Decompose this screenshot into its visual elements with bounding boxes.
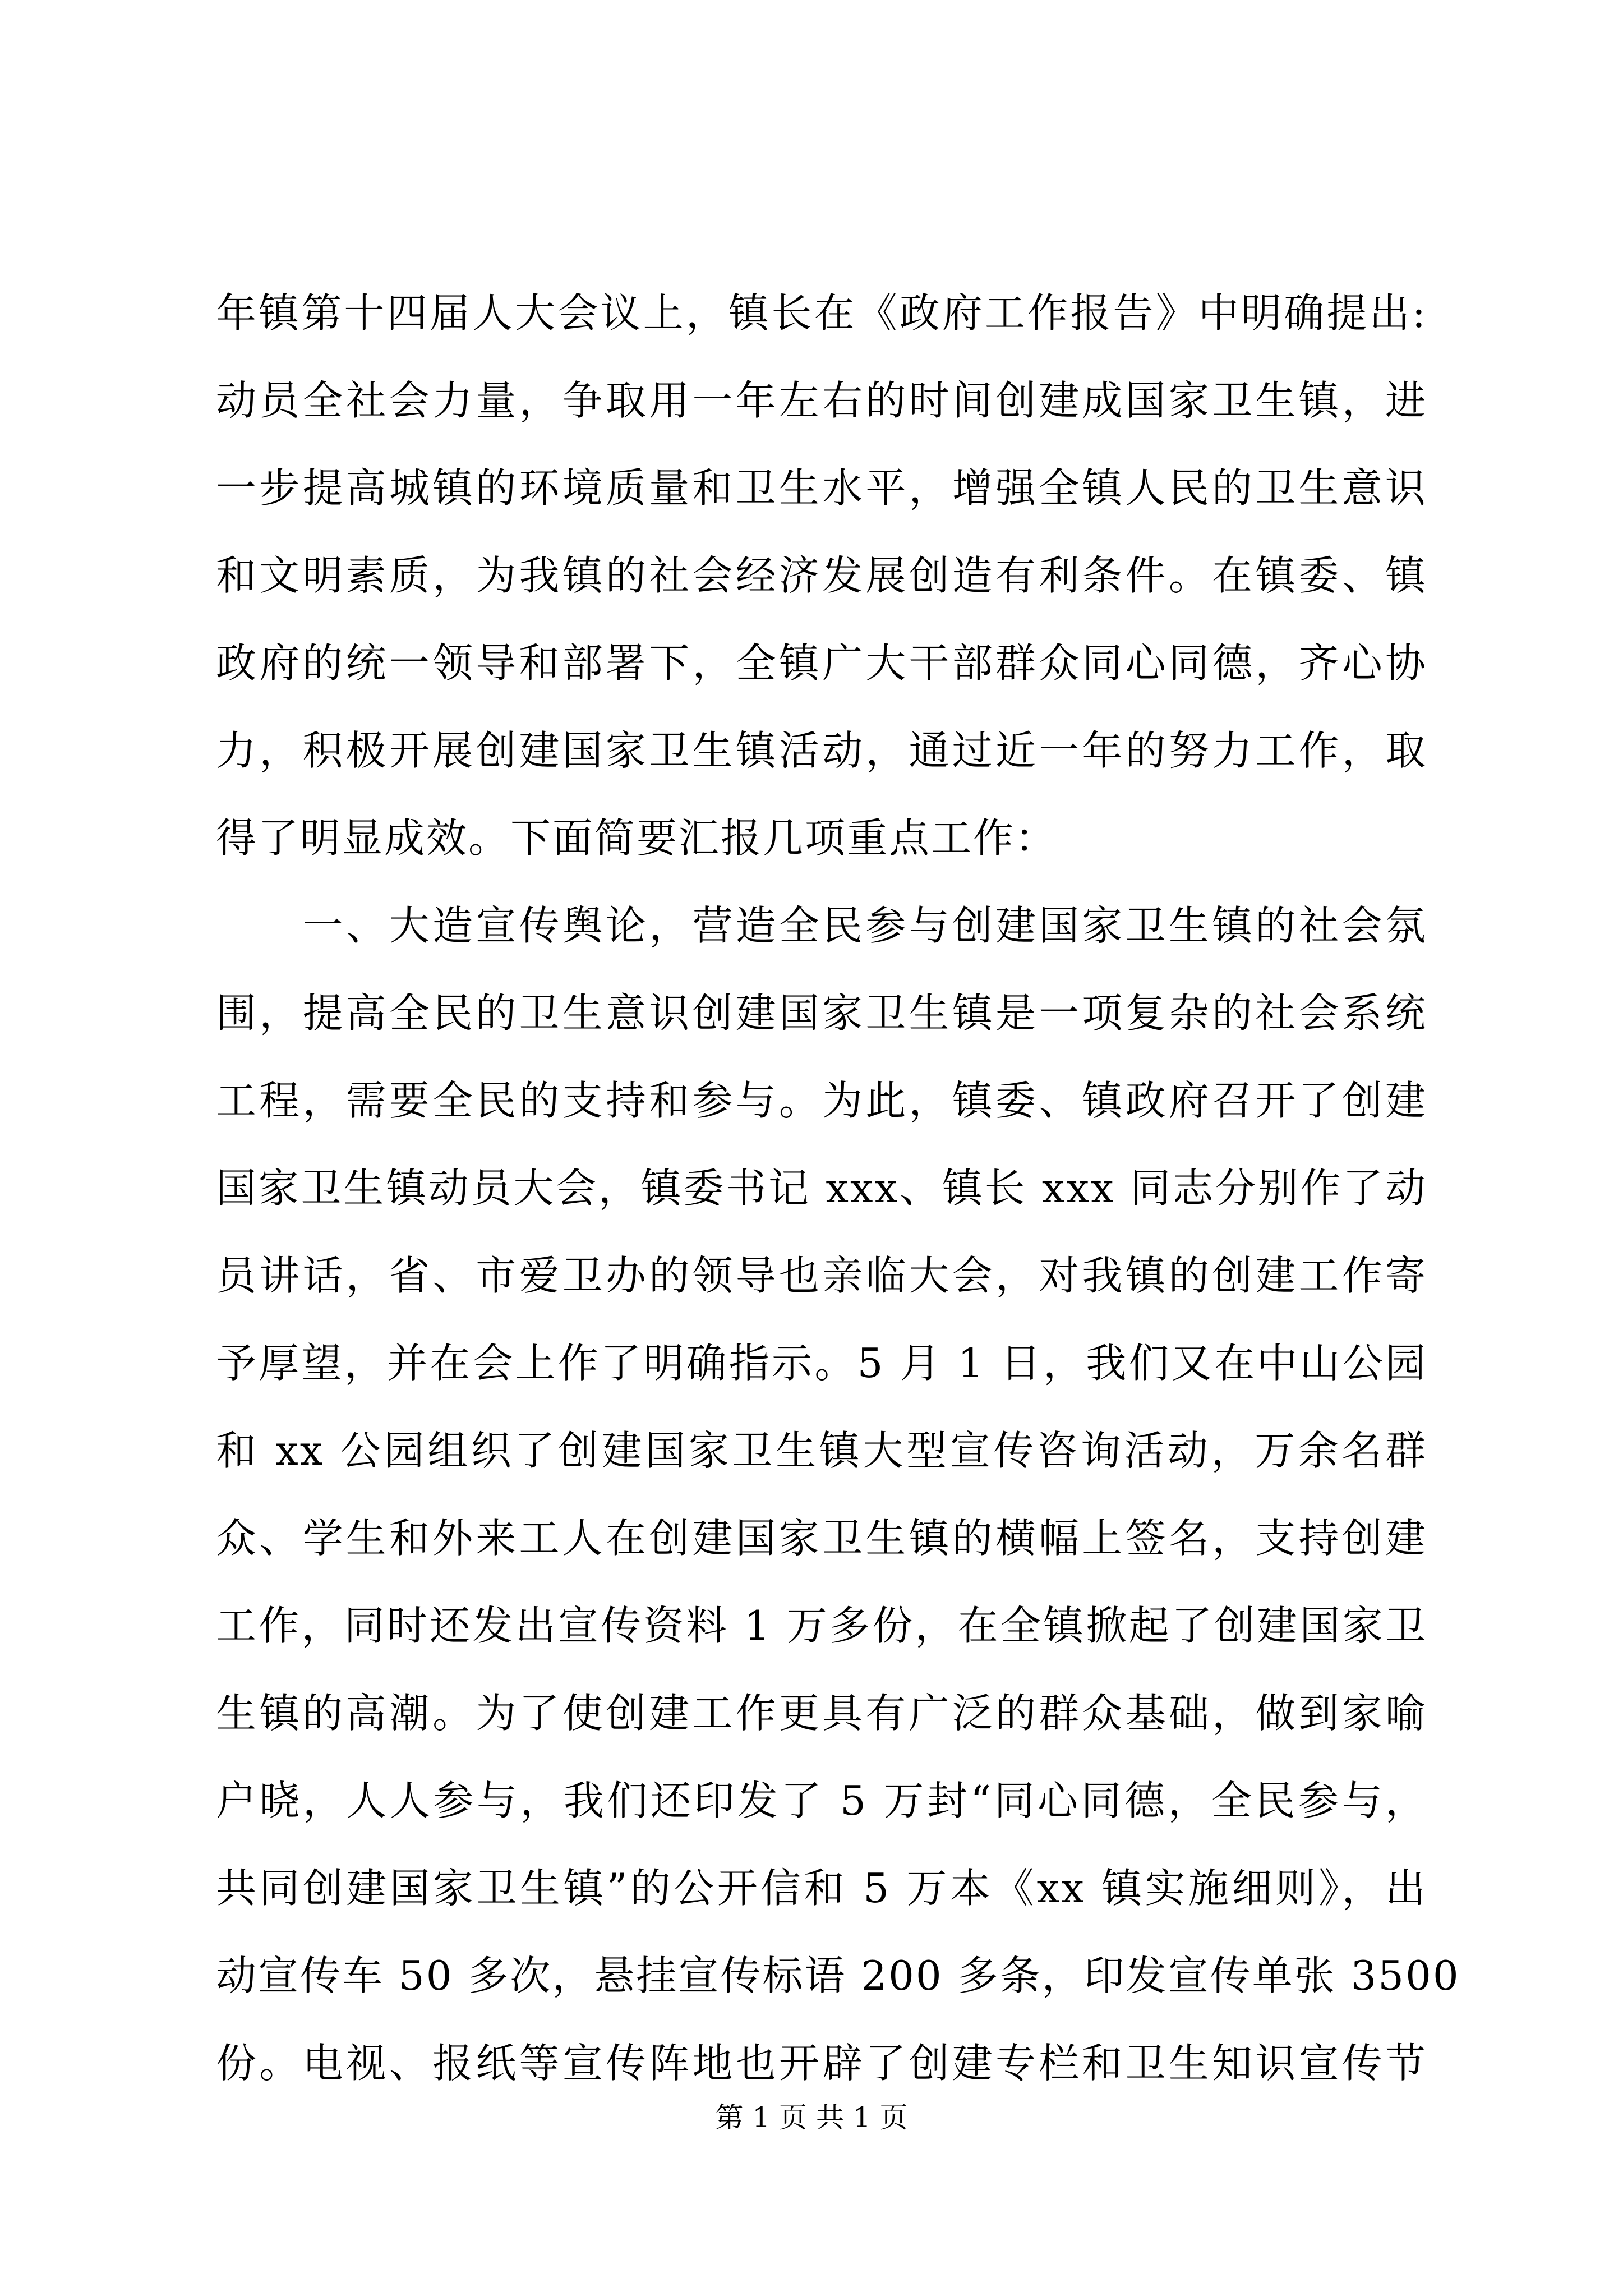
text-line: 共同创建国家卫生镇”的公开信和 5 万本《xx 镇实施细则》，出 [216, 1865, 1427, 1912]
text-line: 年镇第十四届人大会议上，镇长在《政府工作报告》中明确提出: [216, 289, 1427, 337]
text-line: 得了明显成效。下面简要汇报几项重点工作： [216, 815, 1058, 862]
text-line: 工程，需要全民的支持和参与。为此，镇委、镇政府召开了创建 [216, 1077, 1427, 1124]
text-line: 众、学生和外来工人在创建国家卫生镇的横幅上签名，支持创建 [216, 1515, 1427, 1562]
text-line: 工作，同时还发出宣传资料 1 万多份，在全镇掀起了创建国家卫 [216, 1602, 1427, 1649]
text-line: 动宣传车 50 多次，悬挂宣传标语 200 多条，印发宣传单张 3500 [216, 1952, 1460, 1999]
text-line: 围，提高全民的卫生意识创建国家卫生镇是一项复杂的社会系统 [216, 990, 1427, 1037]
page-footer: 第 1 页 共 1 页 [715, 2101, 908, 2134]
text-line: 予厚望，并在会上作了明确指示。5 月 1 日，我们又在中山公园 [216, 1340, 1427, 1387]
text-line: 国家卫生镇动员大会，镇委书记 xxx、镇长 xxx 同志分别作了动 [216, 1165, 1427, 1212]
text-line: 生镇的高潮。为了使创建工作更具有广泛的群众基础，做到家喻 [216, 1690, 1427, 1737]
text-line: 一、大造宣传舆论，营造全民参与创建国家卫生镇的社会氛 [216, 902, 1427, 949]
text-line: 和 xx 公园组织了创建国家卫生镇大型宣传咨询活动，万余名群 [216, 1427, 1427, 1474]
text-line: 动员全社会力量，争取用一年左右的时间创建成国家卫生镇，进 [216, 377, 1427, 424]
body-text [216, 269, 1460, 2107]
text-line: 和文明素质，为我镇的社会经济发展创造有利条件。在镇委、镇 [216, 552, 1427, 599]
text-line: 力，积极开展创建国家卫生镇活动，通过近一年的努力工作，取 [216, 727, 1427, 774]
text-line: 户晓，人人参与，我们还印发了 5 万封“同心同德，全民参与， [216, 1777, 1427, 1824]
text-line: 份。电视、报纸等宣传阵地也开辟了创建专栏和卫生知识宣传节 [216, 2040, 1427, 2087]
text-line: 一步提高城镇的环境质量和卫生水平，增强全镇人民的卫生意识 [216, 464, 1427, 512]
text-line: 员讲话，省、市爱卫办的领导也亲临大会，对我镇的创建工作寄 [216, 1252, 1427, 1299]
text-line: 政府的统一领导和部署下，全镇广大干部群众同心同德，齐心协 [216, 639, 1427, 687]
